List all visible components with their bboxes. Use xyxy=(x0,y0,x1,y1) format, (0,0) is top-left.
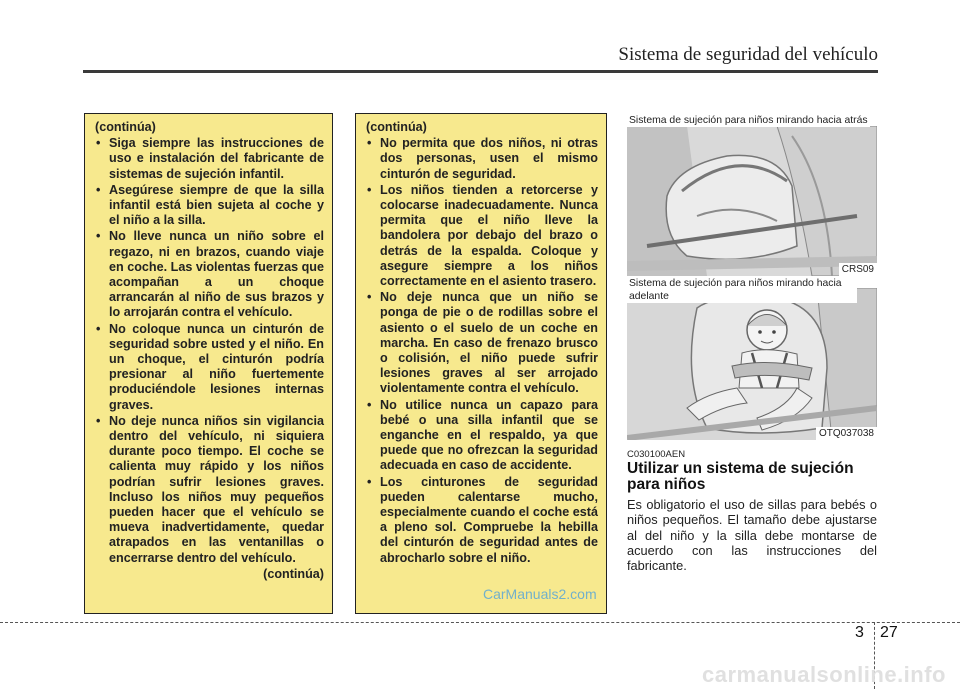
section-code: C030100AEN xyxy=(627,449,686,460)
figure-code: OTQ037038 xyxy=(816,427,877,440)
watermark-inline: CarManuals2.com xyxy=(483,586,597,602)
section-title: Utilizar un sistema de sujeción para niños xyxy=(627,460,854,493)
warning-item: • No deje nunca niños sin vigilancia dentro del vehículo, ni siquiera durante poco tiempo. El coche se calienta muy rápido y los niños podrían sufrir lesiones graves. Incluso los niños muy pequeños pueden hacer que el vehículo se mueva inadvertidamente, quedar atrapados en las ventanillas o encerrarse dentro del vehículo. xyxy=(95,414,324,566)
forward-facing-seat-illustration xyxy=(627,288,877,440)
warning-item: • Siga siempre las instrucciones de uso e instalación del fabricante de sistemas de sujeción infantil. xyxy=(95,136,324,182)
continues-label-top: (continúa) xyxy=(366,120,427,134)
warning-list-middle xyxy=(366,136,598,566)
section-body: Es obligatorio el uso de sillas para bebés o niños pequeños. El tamaño debe ajustarse al del niño y la silla debe montarse de acuerdo con las instrucciones del fabricante. xyxy=(627,497,877,574)
figure-code: CRS09 xyxy=(839,263,877,276)
continues-label-top: (continúa) xyxy=(95,120,156,134)
warning-item: • No permita que dos niños, ni otras dos personas, usen el mismo cinturón de seguridad. xyxy=(366,136,598,182)
page-number: 27 xyxy=(880,624,898,641)
watermark-corner: carmanualsonline.info xyxy=(702,662,946,687)
warning-item: • No coloque nunca un cinturón de seguridad sobre usted y el niño. En un choque, el cinturón podría presionar al niño fuertemente produciéndole lesiones internas graves. xyxy=(95,322,324,413)
figure-caption-rear: Sistema de sujeción para niños mirando hacia atrás xyxy=(629,115,868,126)
footer-rule xyxy=(0,622,960,623)
section-number: 3 xyxy=(855,624,864,641)
rear-facing-seat-illustration xyxy=(627,126,877,276)
warning-item: • No lleve nunca un niño sobre el regazo, ni en brazos, cuando viaje en coche. Las violentas fuerzas que acompañan a un choque arrancarán al niño de sus brazos y lo arrojarán contra el vehículo. xyxy=(95,229,324,320)
warning-item: • Los cinturones de seguridad pueden calentarse mucho, especialmente cuando el coche está a pleno sol. Compruebe la hebilla del cinturón de seguridad antes de abrocharlo sobre el niño. xyxy=(366,475,598,566)
figure-caption-front: Sistema de sujeción para niños mirando hacia adelante xyxy=(627,277,857,303)
continues-label-bottom: (continúa) xyxy=(263,566,324,581)
figure-forward-facing-seat xyxy=(627,288,877,440)
warning-box-left xyxy=(84,113,333,614)
warning-item: • Los niños tienden a retorcerse y colocarse inadecuadamente. Nunca permita que el niño lleve la bandolera por debajo del brazo o detrás de la espalda. Coloque y asegure siempre a los niños correctamente en el asiento trasero. xyxy=(366,183,598,289)
warning-box-middle xyxy=(355,113,607,614)
warning-item: • No utilice nunca un capazo para bebé o una silla infantil que se enganche en el respaldo, ya que puede que no ofrezcan la seguridad adecuada en caso de accidente. xyxy=(366,398,598,474)
warning-item: • No deje nunca que un niño se ponga de pie o de rodillas sobre el asiento o el suelo de un coche en marcha. En caso de frenazo brusco o colisión, el niño puede sufrir lesiones graves al ser arrojado violentamente contra el vehículo. xyxy=(366,290,598,396)
header-rule xyxy=(83,70,878,73)
warning-item: • Asegúrese siempre de que la silla infantil está bien sujeta al coche y el niño a la silla. xyxy=(95,183,324,229)
warning-list-left xyxy=(95,136,324,566)
page-header-title: Sistema de seguridad del vehículo xyxy=(618,44,878,65)
figure-rear-facing-seat xyxy=(627,126,877,276)
